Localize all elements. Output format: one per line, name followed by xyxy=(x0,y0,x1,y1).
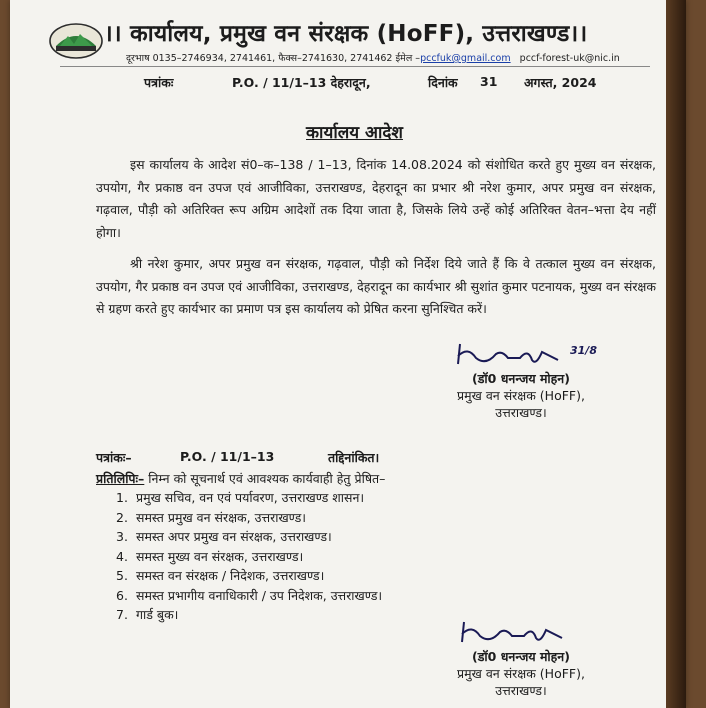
list-item: 4. समस्त मुख्य वन संरक्षक, उत्तराखण्ड। xyxy=(116,548,304,564)
list-item: 3. समस्त अपर प्रमुख वन संरक्षक, उत्तराखण्ड। xyxy=(116,529,332,544)
order-title: कार्यालय आदेश xyxy=(306,123,403,143)
copy-recipient-list xyxy=(116,489,382,626)
signatory-place: उत्तराखण्ड। xyxy=(495,683,547,698)
signatory-name: (डॉ0 धनन्जय मोहन) xyxy=(472,649,570,664)
copy-reference-date: तद्दिनांकित। xyxy=(328,450,380,465)
signature-date-mark: 31/8 xyxy=(570,344,597,357)
signature-scribble-icon xyxy=(446,618,596,648)
signatory-name: (डॉ0 धनन्जय मोहन) xyxy=(472,371,570,386)
date-month-year: अगस्त, 2024 xyxy=(524,75,597,90)
header-divider xyxy=(60,66,650,67)
list-item: 5. समस्त वन संरक्षक / निदेशक, उत्तराखण्ड। xyxy=(116,568,325,583)
contact-phone-fax: दूरभाष 0135–2746934, 2741461, फैक्स–2741630, 2741462 ईमेल – xyxy=(126,53,421,64)
date-label: दिनांक xyxy=(428,75,458,90)
order-paragraph-2: श्री नरेश कुमार, अपर प्रमुख वन संरक्षक, गढ़वाल, पौड़ी को निर्देश दिये जाते हैं कि वे तत्काल मुख्य वन संरक्षक, उपयोग, गैर प्रकाष्ठ वन उपज एवं आजीविका, उत्तराखण्ड, देहरादून का कार्यभार श्री सुशांत कुमार पटनायक, मुख्य वन संरक्षक से ग्रहण करते हुए कार्यभार का प्रमाण पत्र इस कार्यालय को प्रेषित करना सुनिश्चित करें। xyxy=(96,256,656,316)
page-edge-shadow xyxy=(666,0,686,708)
forest-department-emblem-icon xyxy=(48,22,104,60)
copy-reference-label: पत्रांकः– xyxy=(96,450,132,465)
list-item: 6. समस्त प्रभागीय वनाधिकारी / उप निदेशक, उत्तराखण्ड। xyxy=(116,587,383,603)
list-item: 1. प्रमुख सचिव, वन एवं पर्यावरण, उत्तराखण्ड शासन। xyxy=(116,490,365,505)
letter-page xyxy=(10,0,686,708)
signature-block-2 xyxy=(446,618,596,699)
reference-number: P.O. / 11/1–13 देहरादून, xyxy=(232,75,371,90)
list-item: 2. समस्त प्रमुख वन संरक्षक, उत्तराखण्ड। xyxy=(116,509,307,525)
copy-to-heading xyxy=(96,470,385,487)
signature-block xyxy=(446,340,596,421)
email-link-nic[interactable]: pccf-forest-uk@nic.in xyxy=(519,53,620,64)
reference-label: पत्रांकः xyxy=(144,75,174,90)
date-day: 31 xyxy=(480,74,498,89)
order-paragraph-1: इस कार्यालय के आदेश सं0–क–138 / 1–13, दिनांक 14.08.2024 को संशोधित करते हुए मुख्य वन संरक्षक, उपयोग, गैर प्रकाष्ठ वन उपज एवं आजीविका, उत्तराखण्ड, देहरादून का प्रभार श्री नरेश कुमार, अपर प्रमुख वन संरक्षक, गढ़वाल, पौड़ी को अतिरिक्त रूप अग्रिम आदेशों तक दिया जाता है, जिसके लिये उन्हें कोई अतिरिक्त वेतन–भत्ता देय नहीं होगा। xyxy=(96,157,656,240)
copy-to-intro: निम्न को सूचनार्थ एवं आवश्यक कार्यवाही हेतु प्रेषित– xyxy=(144,471,386,486)
copy-to-label: प्रतिलिपिः– xyxy=(96,471,145,486)
signatory-designation: प्रमुख वन संरक्षक (HoFF), xyxy=(457,388,585,403)
signatory-place: उत्तराखण्ड। xyxy=(495,405,547,420)
office-header-title: ।। कार्यालय, प्रमुख वन संरक्षक (HoFF), उत्तराखण्ड।। xyxy=(104,21,588,47)
email-link-gmail[interactable]: pccfuk@gmail.com xyxy=(420,53,511,64)
contact-line xyxy=(126,51,620,64)
copy-reference-number: P.O. / 11/1–13 xyxy=(180,449,275,464)
signatory-designation: प्रमुख वन संरक्षक (HoFF), xyxy=(457,666,585,681)
list-item: 7. गार्ड बुक। xyxy=(116,607,179,622)
